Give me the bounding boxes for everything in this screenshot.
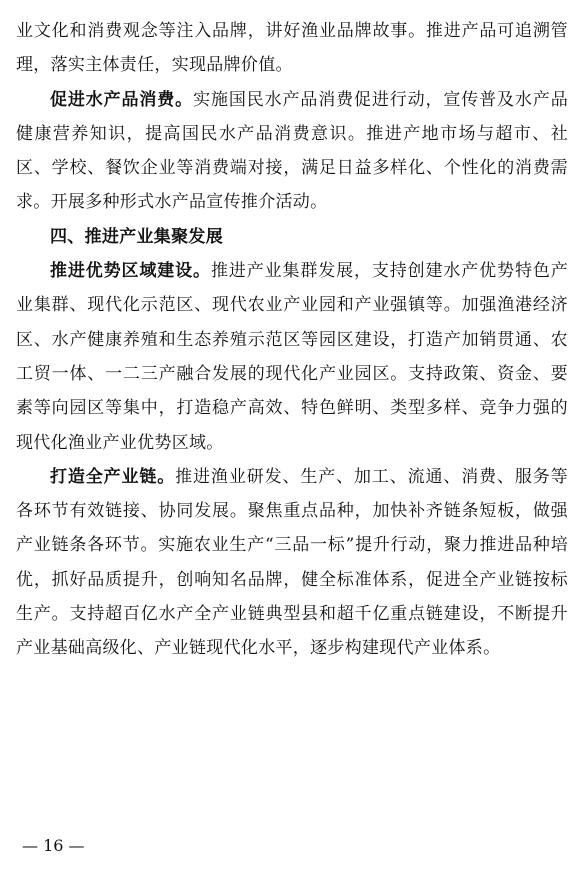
paragraph-text: 推进产业集群发展，支持创建水产优势特色产业集群、现代化示范区、现代农业产业园和产业强镇等。加强渔港经济区、水产健康养殖和生态养殖示范区等园区建设，打造产加销贯通、农工贸一体、一二三产融合发展的现代化产业园区。支持政策、资金、要素等向园区等集中，打造稳产高效、特色鲜明、类型多样、竞争力强的现代化渔业产业优势区域。 (16, 261, 569, 453)
section-heading: 四、推进产业集聚发展 (50, 226, 223, 247)
page-number: — 16 — (22, 836, 85, 855)
paragraph-brand-continuation (16, 14, 568, 83)
paragraph-advantage-regions (16, 254, 568, 460)
paragraph-full-industry-chain (16, 460, 568, 666)
paragraph-text: 实施国民水产品消费促进行动，宣传普及水产品健康营养知识，提高国民水产品消费意识。推进产地市场与超市、社区、学校、餐饮企业等消费端对接，满足日益多样化、个性化的消费需求。开展多种形式水产品宣传推介活动。 (16, 89, 568, 213)
paragraph-lead-heading: 打造全产业链。 (50, 466, 176, 487)
paragraph-text: 推进渔业研发、生产、加工、流通、消费、服务等各环节有效链接、协同发展。聚焦重点品种，加快补齐链条短板，做强产业链条各环节。实施农业生产“三品一标”提升行动，聚力推进品种培优，抓好品质提升，创响知名品牌，健全标准体系，促进全产业链按标生产。支持超百亿水产全产业链典型县和超千亿重点链建设，不断提升产业基础高级化、产业链现代化水平，逐步构建现代产业体系。 (16, 466, 568, 659)
paragraph-lead-heading: 推进优势区域建设。 (50, 261, 211, 282)
document-body (16, 14, 568, 666)
paragraph-lead-heading: 促进水产品消费。 (50, 89, 194, 110)
paragraph-promote-consumption (16, 83, 568, 220)
paragraph-text: 业文化和消费观念等注入品牌，讲好渔业品牌故事。推进产品可追溯管理，落实主体责任，实现品牌价值。 (16, 21, 568, 76)
